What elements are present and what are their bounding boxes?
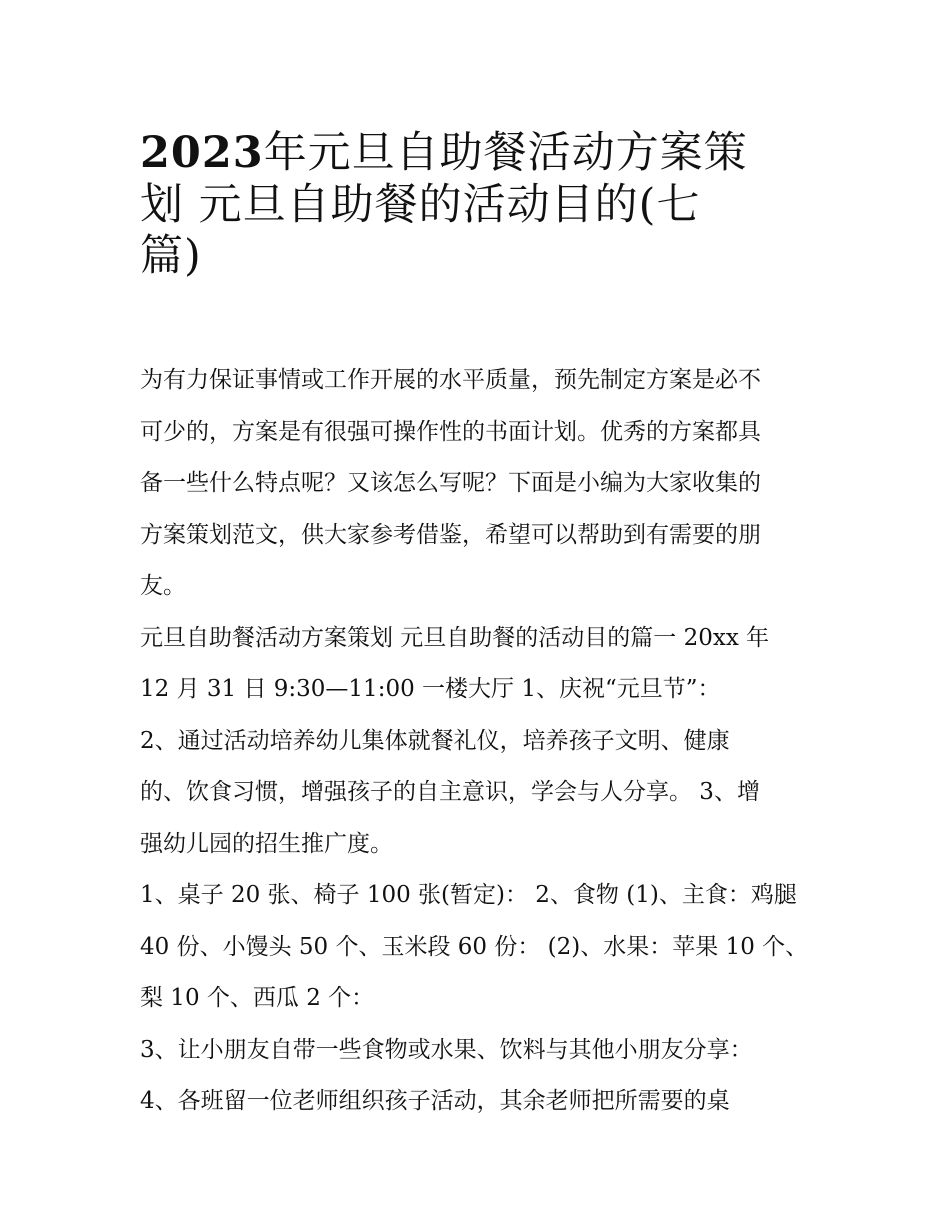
paragraph-share	[140, 1025, 830, 1077]
text-line: 强幼儿园的招生推广度。	[140, 830, 393, 857]
title-line-3: 篇)	[140, 231, 202, 281]
document-title	[140, 114, 820, 281]
text-line: 2、通过活动培养幼儿集体就餐礼仪，培养孩子文明、健康	[140, 727, 730, 754]
text-line: 梨 10 个、西瓜 2 个：	[140, 985, 375, 1011]
paragraph-teachers	[140, 1076, 830, 1128]
text-line: 为有力保证事情或工作开展的水平质量，预先制定方案是必不	[140, 367, 761, 393]
text-line: 3、让小朋友自带一些食物或水果、饮料与其他小朋友分享：	[140, 1036, 753, 1063]
title-line-1-text: 年元旦自助餐活动方案策	[263, 128, 748, 178]
title-year: 2023	[140, 128, 264, 178]
text-line: 备一些什么特点呢？又该怎么写呢？下面是小编为大家收集的	[140, 470, 761, 496]
paragraph-goals	[140, 716, 830, 871]
text-line: 4、各班留一位老师组织孩子活动，其余老师把所需要的桌	[140, 1088, 730, 1114]
text-line: 方案策划范文，供大家参考借鉴，希望可以帮助到有需要的朋	[140, 521, 761, 548]
paragraph-supplies	[140, 870, 830, 1025]
text-line: 可少的，方案是有很强可操作性的书面计划。优秀的方案都具	[140, 418, 761, 445]
paragraph-section-1	[140, 613, 830, 716]
text-line: 12 月 31 日 9:30—11:00 一楼大厅 1、庆祝“元旦节”：	[140, 676, 721, 702]
text-line: 1、桌子 20 张、椅子 100 张(暂定)： 2、食物 (1)、主食：鸡腿	[140, 882, 797, 908]
text-line: 40 份、小馒头 50 个、玉米段 60 份： (2)、水果：苹果 10 个、	[140, 933, 809, 960]
document-body	[140, 355, 830, 1128]
paragraph-intro	[140, 355, 830, 613]
text-line: 元旦自助餐活动方案策划 元旦自助餐的活动目的篇一 20xx 年	[140, 624, 770, 651]
title-line-1	[140, 114, 820, 178]
text-line: 的、饮食习惯，增强孩子的自主意识，学会与人分享。 3、增	[140, 779, 760, 805]
title-line-2: 划 元旦自助餐的活动目的(七	[140, 179, 701, 230]
text-line: 友。	[140, 573, 186, 599]
